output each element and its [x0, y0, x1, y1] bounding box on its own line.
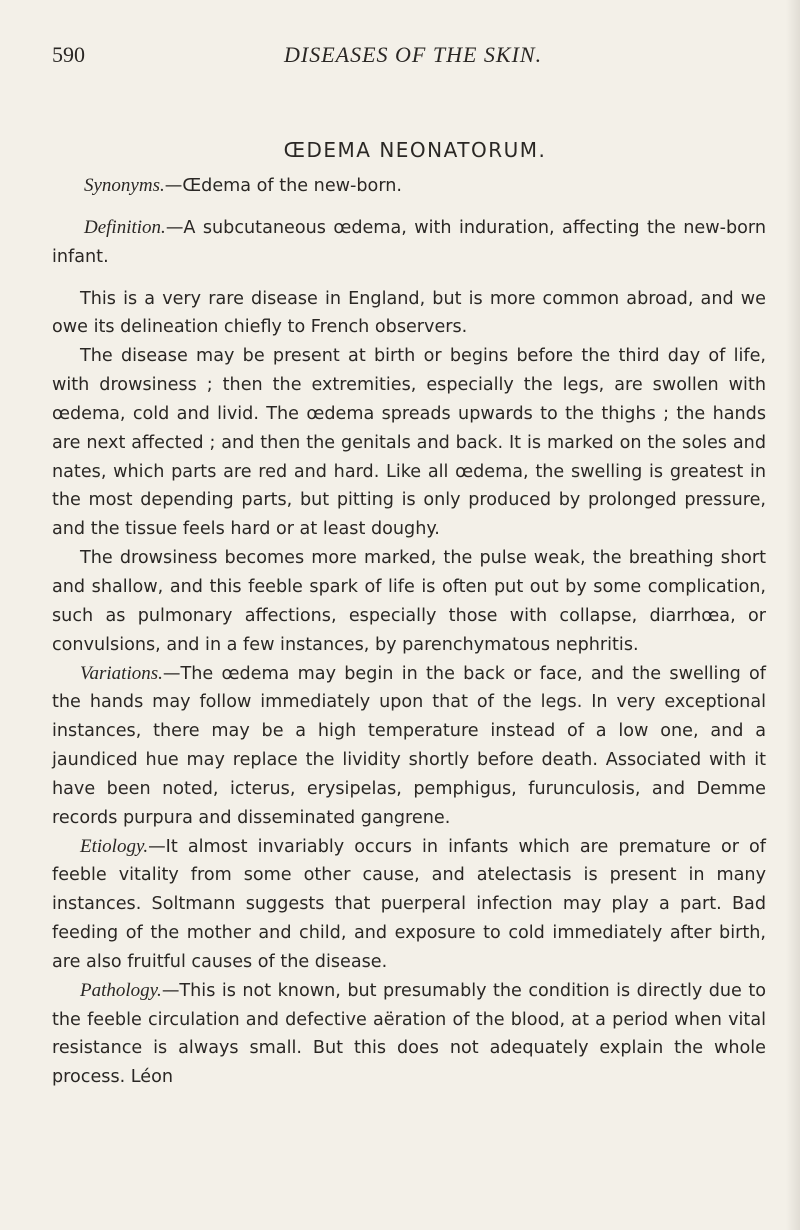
- pathology-paragraph: [52, 977, 766, 1092]
- body-paragraph-2: The disease may be present at birth or begins before the third day of life, with drowsiness ; then the extremities, especially the legs, are swollen with œdema, cold and livid. The œdema spreads upwards to the thighs ; the hands are next affected ; and then the genitals and back. It is marked on the soles and nates, which parts are red and hard. Like all œdema, the swelling is greatest in the most depending parts, but pitting is only produced by prolonged pressure, and the tissue feels hard or at least doughy.: [52, 346, 766, 540]
- variations-paragraph: [52, 660, 766, 833]
- running-head: [52, 42, 752, 72]
- pathology-term: Pathology.: [80, 979, 162, 1001]
- body-paragraph-3: The drowsiness becomes more marked, the pulse weak, the breathing short and shallow, and this feeble spark of life is often put out by some complication, such as pulmonary affections, especially those with collapse, diarrhœa, or convulsions, and in a few instances, by parenchymatous nephritis.: [52, 548, 766, 655]
- article-body: [52, 128, 766, 1092]
- etiology-text: —It almost invariably occurs in infants which are premature or of feeble vitality from some other cause, and atelectasis is present in many instances. Soltmann suggests that puerperal infection may play a part. Bad feeding of the mother and child, and exposure to cold immediately after birth, are also fruitful causes of the disease.: [52, 836, 766, 972]
- page-number: 590: [52, 42, 85, 67]
- body-paragraph-1: This is a very rare disease in England, but is more common abroad, and we owe its delineation chiefly to French observers.: [52, 288, 766, 338]
- variations-term: Variations.: [80, 662, 163, 684]
- article-title: ŒDEMA NEONATORUM.: [283, 138, 547, 162]
- synonyms-paragraph: [52, 172, 766, 201]
- pathology-text: —This is not known, but presumably the condition is directly due to the feeble circulation and defective aëration of the blood, at a period when vital resistance is always small. But this does not adequately explain the whole process. Léon: [52, 980, 766, 1088]
- definition-term: Definition.: [84, 216, 166, 238]
- synonyms-term: Synonyms.: [84, 175, 165, 196]
- etiology-paragraph: [52, 833, 766, 977]
- variations-text: —The œdema may begin in the back or face, and the swelling of the hands may follow immediately upon that of the legs. In very exceptional instances, there may be a high temperature instead of a low one, and a jaundiced hue may replace the lividity shortly before death. Associated with it have been noted, icterus, erysipelas, pemphigus, furunculosis, and Demme records purpura and disseminated gangrene.: [52, 663, 766, 828]
- page-edge-shadow: [786, 0, 800, 1230]
- etiology-term: Etiology.: [80, 835, 149, 857]
- running-title: DISEASES OF THE SKIN.: [284, 42, 543, 67]
- definition-text: —A subcutaneous œdema, with induration, affecting the new-born infant.: [52, 217, 766, 267]
- synonyms-text: —Œdema of the new-born.: [164, 176, 402, 196]
- definition-paragraph: [52, 214, 766, 272]
